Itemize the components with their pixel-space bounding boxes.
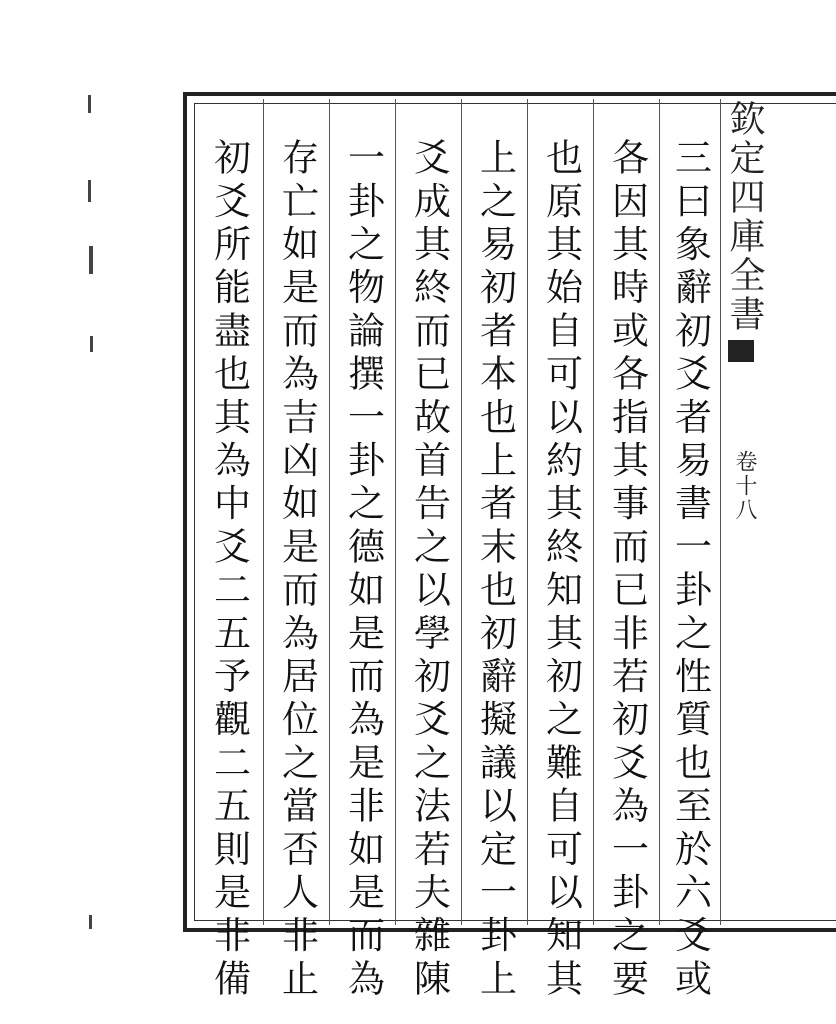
column-text: 上之易初者本也上者末也初辭擬議以定一卦上 (473, 138, 517, 1002)
column-text: 爻成其終而已故首告之以學初爻之法若夫雜陳 (407, 138, 451, 1002)
text-column-2 (594, 138, 660, 1002)
column-text: 也原其始自可以約其終知其初之難自可以知其 (539, 138, 583, 1002)
fishtail-mark (728, 340, 754, 362)
text-column-7 (264, 138, 330, 1002)
text-column-5 (396, 138, 462, 1002)
scan-artifact (89, 915, 92, 929)
scan-artifact (88, 95, 91, 113)
scan-artifact (88, 180, 91, 202)
scan-artifact (90, 336, 93, 352)
column-text: 初爻所能盡也其為中爻二五予觀二五則是非備 (207, 138, 251, 1002)
book-title: 欽定四庫全書 (724, 100, 765, 334)
column-text: 存亡如是而為吉凶如是而為居位之當否人非止 (275, 138, 319, 1002)
text-column-1 (660, 138, 720, 1002)
volume-column (724, 450, 764, 550)
volume-label: 卷十八 (732, 450, 757, 522)
column-text: 各因其時或各指其事而已非若初爻為一卦之要 (605, 138, 649, 1002)
column-text: 三曰象辭初爻者易書一卦之性質也至於六爻或 (668, 138, 712, 1002)
text-column-3 (528, 138, 594, 1002)
text-column-6 (330, 138, 396, 1002)
text-column-4 (462, 138, 528, 1002)
book-title-column (724, 100, 764, 360)
column-text: 一卦之物論撰一卦之德如是而為是非如是而為 (341, 138, 385, 1002)
text-column-8 (196, 138, 262, 1002)
scan-artifact (89, 246, 93, 274)
column-divider (720, 99, 721, 925)
